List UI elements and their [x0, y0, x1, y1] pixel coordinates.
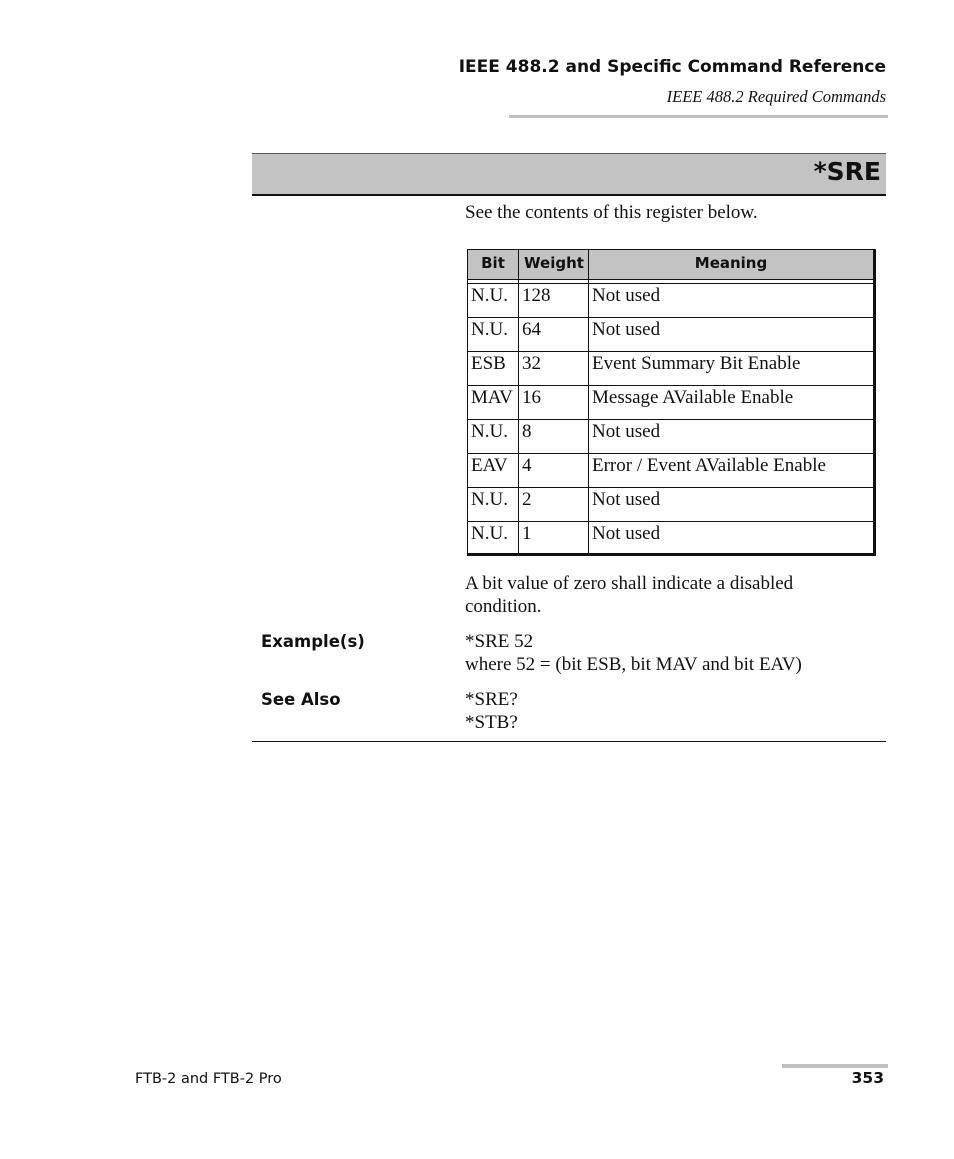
note-text: [465, 572, 793, 618]
cell-weight: 128: [522, 285, 551, 306]
section-subtitle: IEEE 488.2 Required Commands: [666, 87, 886, 106]
cell-bit: EAV: [471, 455, 508, 476]
cell-weight: 32: [522, 353, 541, 374]
cell-weight: 8: [522, 421, 532, 442]
example-explanation: where 52 = (bit ESB, bit MAV and bit EAV): [465, 654, 802, 675]
header-weight: Weight: [524, 254, 584, 272]
cell-meaning: Event Summary Bit Enable: [592, 353, 801, 374]
product-name: FTB-2 and FTB-2 Pro: [135, 1071, 282, 1087]
example-command: *SRE 52: [465, 631, 534, 652]
cell-weight: 16: [522, 387, 541, 408]
cell-bit: N.U.: [471, 421, 508, 442]
cell-meaning: Not used: [592, 523, 661, 544]
intro-text: See the contents of this register below.: [465, 202, 758, 223]
table-row: [468, 317, 873, 351]
table-row: [468, 521, 873, 555]
examples-label: Example(s): [261, 632, 365, 651]
header-bit: Bit: [481, 254, 505, 272]
register-table: [467, 249, 876, 556]
footer-divider: [782, 1064, 888, 1068]
command-name: *SRE: [813, 157, 881, 186]
cell-meaning: Not used: [592, 285, 661, 306]
cell-meaning: Error / Event AVailable Enable: [592, 455, 826, 476]
header-divider: [509, 115, 888, 118]
note-line: A bit value of zero shall indicate a disabled: [465, 573, 794, 594]
cell-weight: 2: [522, 489, 532, 510]
page-number: 353: [851, 1069, 884, 1087]
table-row: [468, 385, 873, 419]
cell-meaning: Not used: [592, 319, 661, 340]
table-header: [468, 250, 873, 280]
cell-weight: 64: [522, 319, 541, 340]
cell-bit: N.U.: [471, 319, 508, 340]
cell-meaning: Not used: [592, 489, 661, 510]
cell-bit: N.U.: [471, 489, 508, 510]
see-also-item: *SRE?: [465, 689, 518, 710]
cell-meaning: Not used: [592, 421, 661, 442]
cell-weight: 4: [522, 455, 532, 476]
cell-bit: N.U.: [471, 523, 508, 544]
examples-text: [465, 630, 802, 676]
section-end-divider: [252, 741, 886, 742]
see-also-label: See Also: [261, 690, 341, 709]
cell-bit: MAV: [471, 387, 513, 408]
cell-bit: N.U.: [471, 285, 508, 306]
command-title-bar: [252, 153, 886, 196]
table-row: [468, 419, 873, 453]
cell-meaning: Message AVailable Enable: [592, 387, 794, 408]
note-line: condition.: [465, 596, 542, 617]
chapter-title: IEEE 488.2 and Specific Command Reference: [458, 57, 886, 77]
cell-weight: 1: [522, 523, 532, 544]
table-row: [468, 351, 873, 385]
see-also-item: *STB?: [465, 712, 518, 733]
header-meaning: Meaning: [694, 254, 768, 272]
cell-bit: ESB: [471, 353, 506, 374]
table-row: [468, 283, 873, 317]
see-also-list: [465, 688, 518, 734]
table-row: [468, 487, 873, 521]
table-row: [468, 453, 873, 487]
